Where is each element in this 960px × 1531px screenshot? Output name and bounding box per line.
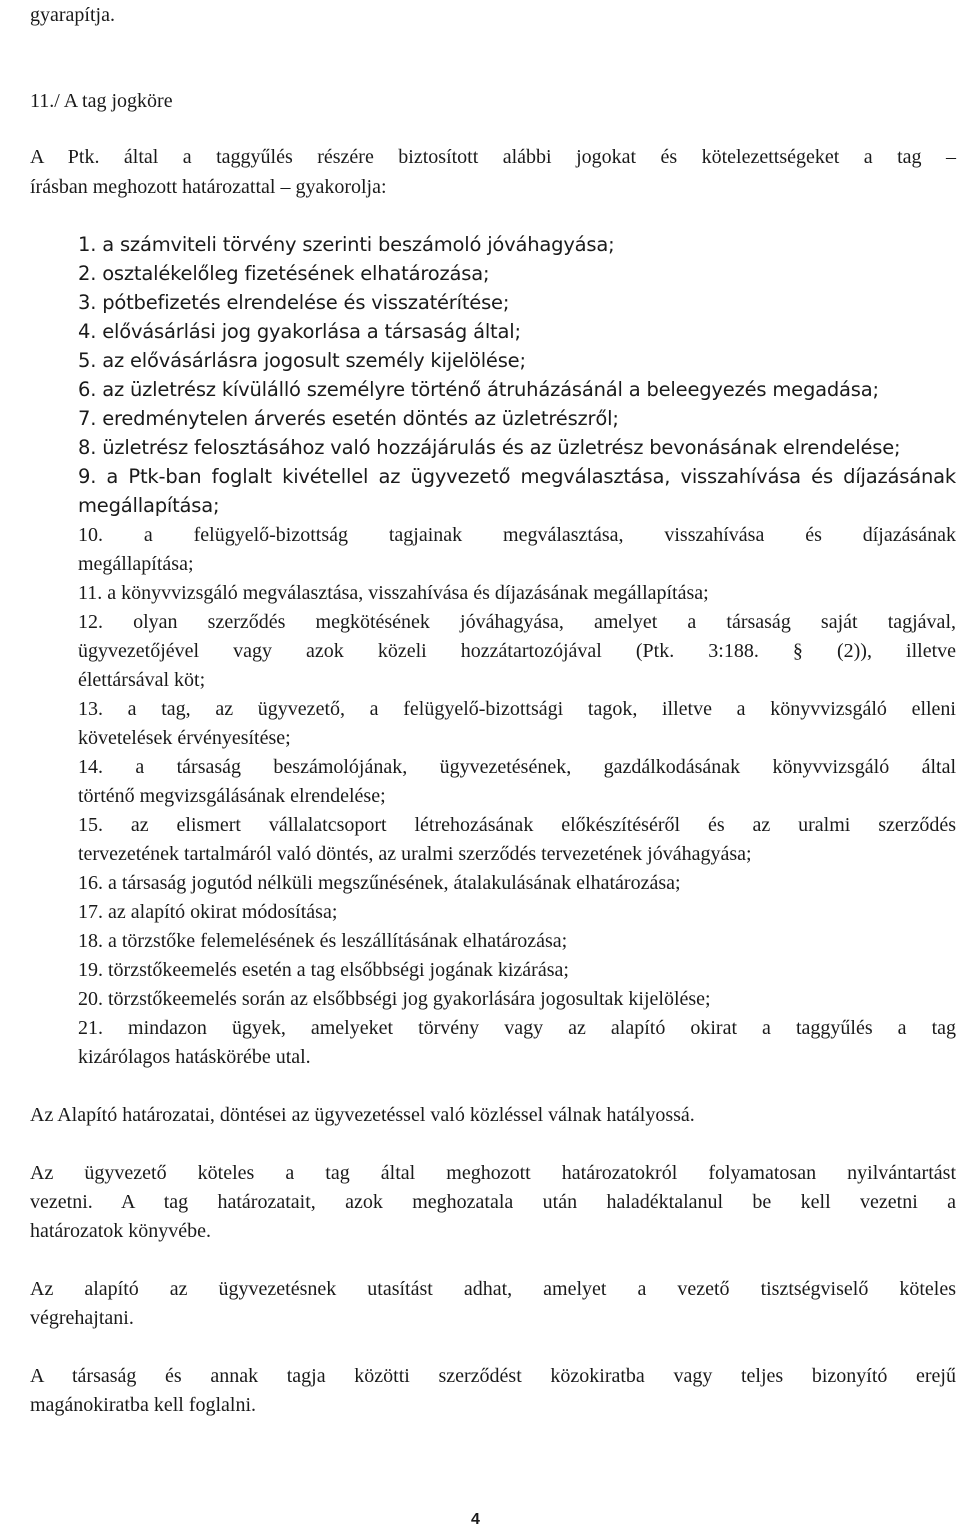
list-item-21-line-1: 21. mindazon ügyek, amelyeket törvény vagy az alapító okirat a taggyűlés a tag xyxy=(78,1017,956,1039)
list-item-14-line-2: történő megvizsgálásának elrendelése; xyxy=(78,785,386,807)
paragraph-3-line-1: Az alapító az ügyvezetésnek utasítást adhat, amelyet a vezető tisztségviselő köteles xyxy=(30,1278,956,1300)
list-item-7: 7. eredménytelen árverés esetén döntés az üzletrészről; xyxy=(78,407,619,430)
intro-line-2: írásban meghozott határozattal – gyakorolja: xyxy=(30,176,387,198)
paragraph-1: Az Alapító határozatai, döntései az ügyvezetéssel való közléssel válnak hatályossá. xyxy=(30,1104,695,1126)
section-heading: 11./ A tag jogköre xyxy=(30,90,173,112)
list-item-9-line-2: megállapítása; xyxy=(78,494,220,517)
paragraph-4-line-1: A társaság és annak tagja közötti szerződést közokiratba vagy teljes bizonyító erejű xyxy=(30,1365,956,1387)
intro-line-1: A Ptk. által a taggyűlés részére biztosított alábbi jogokat és kötelezettségeket a tag – xyxy=(30,146,956,168)
list-item-8: 8. üzletrész felosztásához való hozzájárulás és az üzletrész bevonásának elrendelése; xyxy=(78,436,901,459)
paragraph-2-line-3: határozatok könyvébe. xyxy=(30,1220,212,1242)
list-item-2: 2. osztalékelőleg fizetésének elhatározása; xyxy=(78,262,490,285)
list-item-14-line-1: 14. a társaság beszámolójának, ügyvezetésének, gazdálkodásának könyvvizsgáló által xyxy=(78,756,956,778)
list-item-19: 19. törzstőkeemelés esetén a tag elsőbbségi jogának kizárása; xyxy=(78,959,569,981)
list-item-15-line-1: 15. az elismert vállalatcsoport létrehozásának előkészítéséről és az uralmi szerződés xyxy=(78,814,956,836)
list-item-5: 5. az elővásárlásra jogosult személy kijelölése; xyxy=(78,349,526,372)
list-item-17: 17. az alapító okirat módosítása; xyxy=(78,901,338,923)
list-item-3: 3. pótbefizetés elrendelése és visszatérítése; xyxy=(78,291,510,314)
list-item-12-line-2: ügyvezetőjével vagy azok közeli hozzátartozójával (Ptk. 3:188. § (2)), illetve xyxy=(78,640,956,662)
list-item-18: 18. a törzstőke felemelésének és leszállításának elhatározása; xyxy=(78,930,568,952)
paragraph-3-line-2: végrehajtani. xyxy=(30,1307,134,1329)
paragraph-4-line-2: magánokiratba kell foglalni. xyxy=(30,1394,257,1416)
paragraph-2-line-2: vezetni. A tag határozatait, azok meghozatala után haladéktalanul be kell vezetni a xyxy=(30,1191,956,1213)
list-item-21-line-2: kizárólagos hatáskörébe utal. xyxy=(78,1046,311,1068)
list-item-12-line-1: 12. olyan szerződés megkötésének jóváhagyása, amelyet a társaság saját tagjával, xyxy=(78,611,956,633)
list-item-9-line-1: 9. a Ptk-ban foglalt kivétellel az ügyvezető megválasztása, visszahívása és díjazásának xyxy=(78,465,956,488)
list-item-13-line-1: 13. a tag, az ügyvezető, a felügyelő-bizottsági tagok, illetve a könyvvizsgáló elleni xyxy=(78,698,956,720)
list-item-11: 11. a könyvvizsgáló megválasztása, visszahívása és díjazásának megállapítása; xyxy=(78,582,709,604)
page-number: 4 xyxy=(471,1511,480,1528)
list-item-15-line-2: tervezetének tartalmáról való döntés, az uralmi szerződés tervezetének jóváhagyása; xyxy=(78,843,752,865)
list-item-16: 16. a társaság jogutód nélküli megszűnésének, átalakulásának elhatározása; xyxy=(78,872,681,894)
list-item-10-line-1: 10. a felügyelő-bizottság tagjainak megválasztása, visszahívása és díjazásának xyxy=(78,524,956,546)
text-line-continuation: gyarapítja. xyxy=(30,4,115,26)
paragraph-2-line-1: Az ügyvezető köteles a tag által meghozott határozatokról folyamatosan nyilvántartást xyxy=(30,1162,956,1184)
list-item-4: 4. elővásárlási jog gyakorlása a társaság által; xyxy=(78,320,521,343)
list-item-13-line-2: követelések érvényesítése; xyxy=(78,727,291,749)
list-item-1: 1. a számviteli törvény szerinti beszámoló jóváhagyása; xyxy=(78,233,615,256)
list-item-20: 20. törzstőkeemelés során az elsőbbségi jog gyakorlására jogosultak kijelölése; xyxy=(78,988,711,1010)
list-item-6: 6. az üzletrész kívülálló személyre történő átruházásánál a beleegyezés megadása; xyxy=(78,378,879,401)
list-item-10-line-2: megállapítása; xyxy=(78,553,194,575)
list-item-12-line-3: élettársával köt; xyxy=(78,669,206,691)
